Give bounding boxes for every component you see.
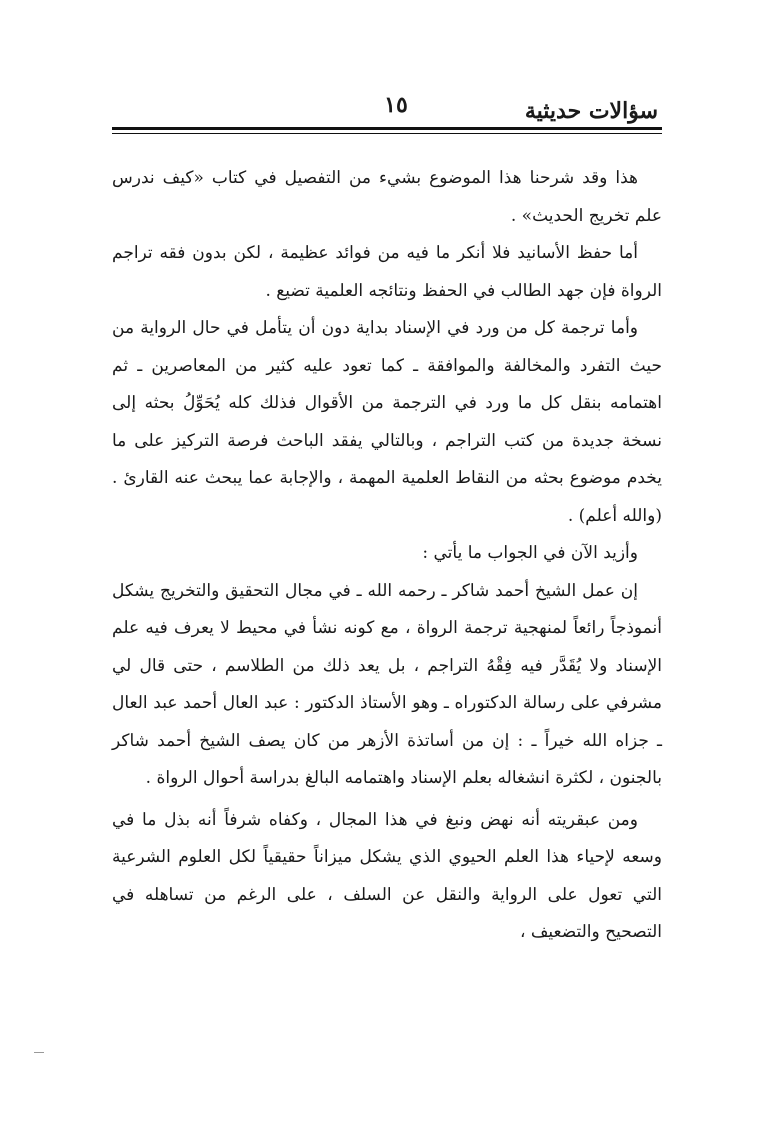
- paragraph: وأزيد الآن في الجواب ما يأتي :: [422, 543, 638, 563]
- paragraph: وأما ترجمة كل من ورد في الإسناد بداية دون أن يتأمل في حال الرواية من حيث التفرد والمخالفة والموافقة ـ كما تعود عليه كثير من المعاصرين ـ ثم اهتمامه بنقل كل ما ورد في الترجمة من الأقوال فذلك كله يُحَوِّلُ بحثه إلى نسخة جديدة من كتب التراجم ، وبالتالي يفقد الباحث فرصة التركيز على ما يخدم موضوع بحثه من النقاط العلمية المهمة ، والإجابة عما يبحث عنه القارئ . (والله أعلم) .: [112, 318, 662, 526]
- paragraph: هذا وقد شرحنا هذا الموضوع بشيء من التفصيل في كتاب «كيف ندرس علم تخريج الحديث» .: [112, 168, 662, 226]
- header-rule-thin: [112, 133, 662, 134]
- paragraph: أما حفظ الأسانيد فلا أنكر ما فيه من فوائد عظيمة ، لكن بدون فقه تراجم الرواة فإن جهد الطالب في الحفظ ونتائجه العلمية تضيع .: [112, 243, 662, 301]
- paragraph: إن عمل الشيخ أحمد شاكر ـ رحمه الله ـ في مجال التحقيق والتخريج يشكل أنموذجاً رائعاً لمنهجية ترجمة الرواة ، مع كونه نشأ في محيط لا يعرف فيه علم الإسناد ولا يُقَدَّر فيه فِقْهُ التراجم ، بل يعد ذلك من الطلاسم ، حتى قال لي مشرفي على رسالة الدكتوراه ـ وهو الأستاذ الدكتور : عبد العال أحمد عبد العال ـ جزاه الله خيراً ـ : إن من أساتذة الأزهر من كان يصف الشيخ أحمد شاكر بالجنون ، لكثرة انشغاله بعلم الإسناد واهتمامه البالغ بدراسة أحوال الرواة .: [112, 580, 662, 788]
- body-text: [112, 160, 662, 952]
- running-title: سؤالات حديثية: [524, 98, 658, 124]
- header-rule-thick: [112, 127, 662, 130]
- scan-mark: [34, 1052, 44, 1053]
- page-number: ١٥: [384, 92, 408, 118]
- paragraph: ومن عبقريته أنه نهض ونبغ في هذا المجال ، وكفاه شرفاً أنه بذل ما في وسعه لإحياء هذا العلم الحيوي الذي يشكل ميزاناً حقيقياً لكل العلوم الشرعية التي تعول على الرواية والنقل عن السلف ، على الرغم من تساهله في التصحيح والتضعيف ،: [112, 809, 662, 942]
- page-header: [112, 92, 660, 126]
